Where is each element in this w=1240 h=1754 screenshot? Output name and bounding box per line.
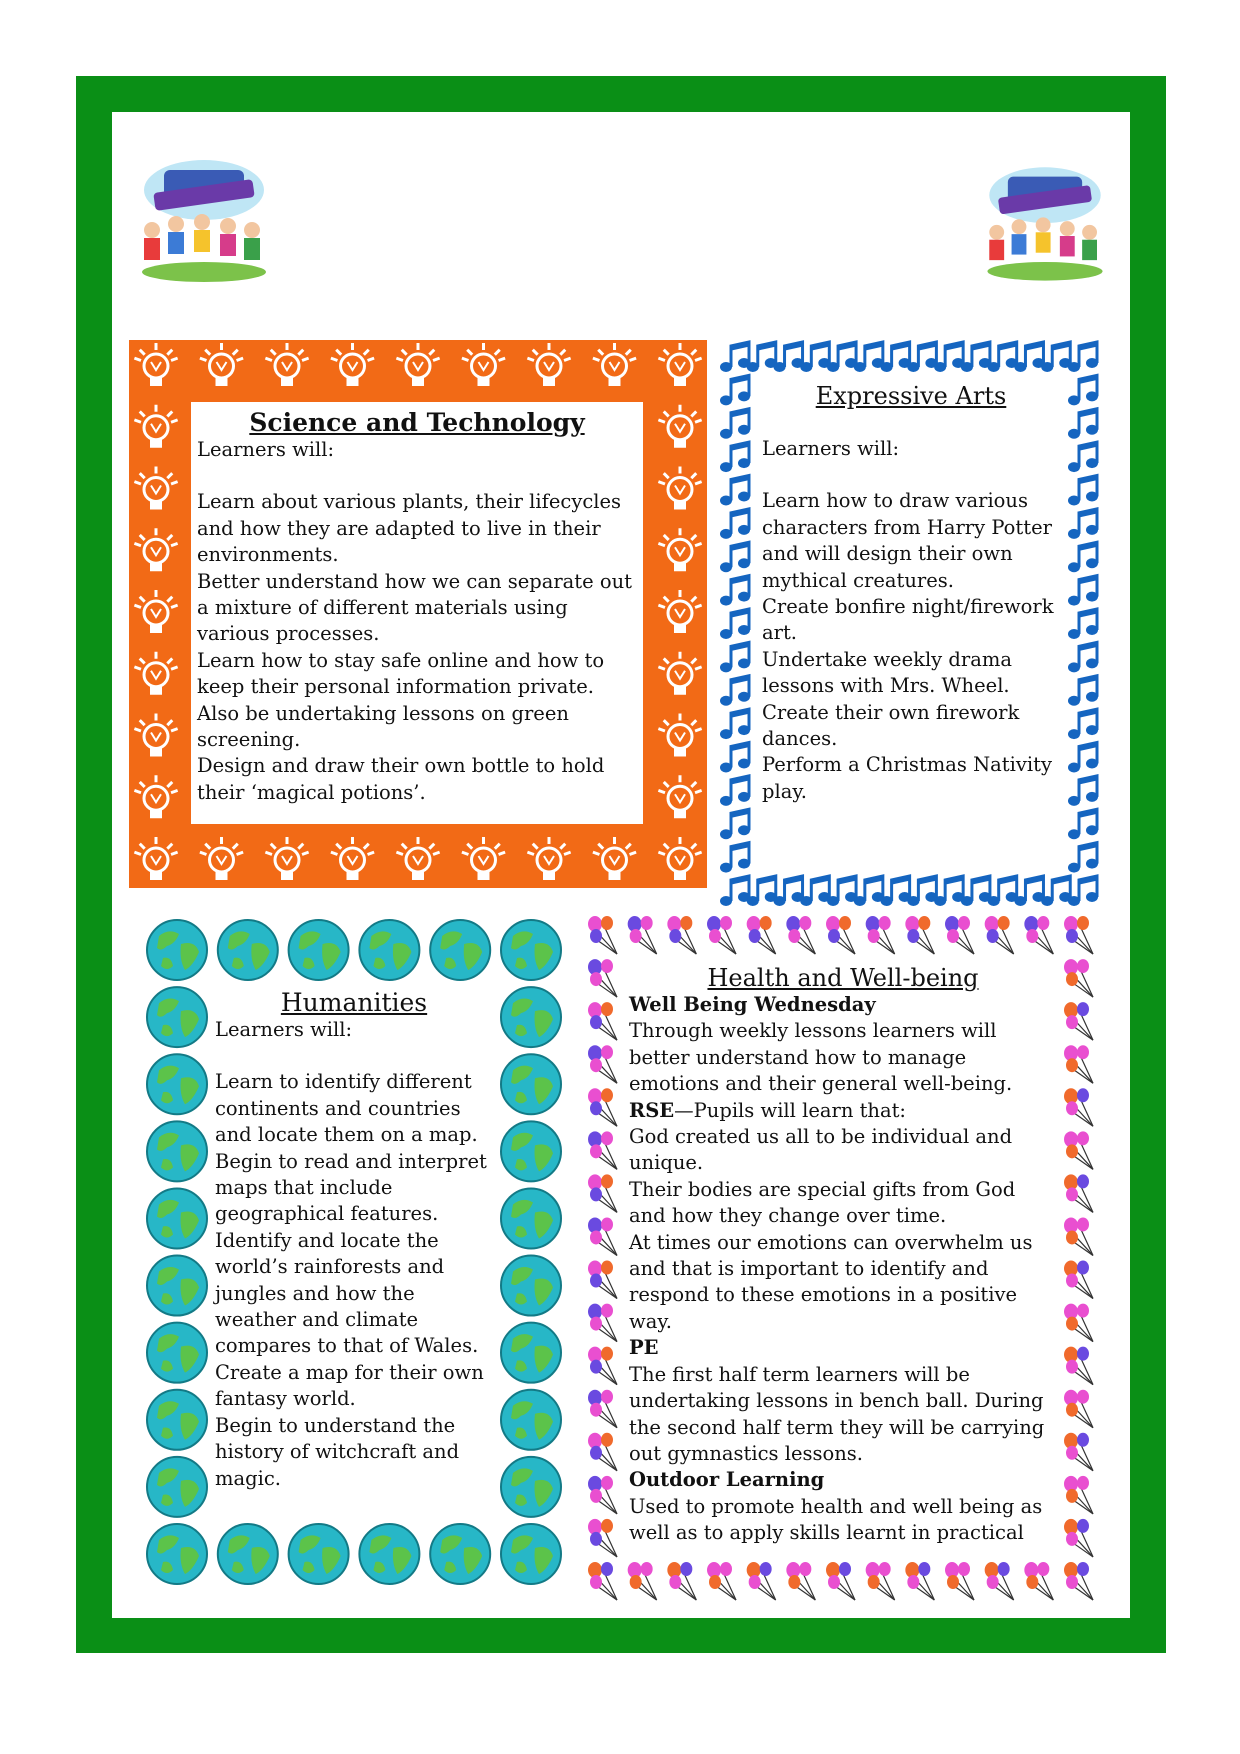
music-note-icon xyxy=(827,342,857,372)
music-note-icon xyxy=(1068,542,1098,572)
music-note-icon xyxy=(1041,342,1071,372)
music-note-icon xyxy=(1068,509,1098,539)
balloon-icon xyxy=(866,1562,895,1600)
humanities-item: Begin to understand the history of witchcraft and magic. xyxy=(215,1413,466,1490)
music-note-icon xyxy=(720,342,750,372)
balloon-icon xyxy=(1064,916,1093,954)
globe-icon xyxy=(359,1524,419,1584)
lightbulb-icon xyxy=(134,343,177,386)
lightbulb-icon xyxy=(331,837,374,880)
balloon-icon xyxy=(1064,1519,1093,1557)
music-note-icon xyxy=(720,509,750,539)
globe-icon xyxy=(501,920,561,980)
balloon-icon xyxy=(1064,1476,1093,1514)
balloon-icon xyxy=(588,1261,617,1299)
balloon-icon xyxy=(667,916,696,954)
music-note-icon xyxy=(720,609,750,639)
music-note-icon xyxy=(988,876,1018,906)
health-rse-label: RSE xyxy=(629,1098,675,1122)
music-note-icon xyxy=(961,876,991,906)
arts-panel xyxy=(718,340,1102,910)
health-heading-pe: PE xyxy=(629,1336,659,1360)
music-note-icon xyxy=(1068,843,1098,873)
balloon-icon xyxy=(1064,1433,1093,1471)
music-note-icon xyxy=(1041,876,1071,906)
music-note-icon xyxy=(1068,409,1098,439)
globe-icon xyxy=(501,1256,561,1316)
balloon-icon xyxy=(1064,1390,1093,1428)
science-item: Learn about various plants, their lifecycles and how they are adapted to live in their environments. xyxy=(197,490,628,567)
lightbulb-icon xyxy=(658,590,701,633)
music-note-icon xyxy=(1068,809,1098,839)
music-note-icon xyxy=(800,342,830,372)
globe-icon xyxy=(218,920,278,980)
music-note-icon xyxy=(774,342,804,372)
balloon-icon xyxy=(628,916,657,954)
science-item: Also be undertaking lessons on green screening. xyxy=(197,701,576,752)
lightbulb-icon xyxy=(134,837,177,880)
globe-icon xyxy=(289,1524,349,1584)
music-note-icon xyxy=(720,809,750,839)
lightbulb-icon xyxy=(593,837,636,880)
balloon-icon xyxy=(985,1562,1014,1600)
humanities-item: Learn to identify different continents and countries and locate them on a map. xyxy=(215,1070,478,1147)
arts-title: Expressive Arts xyxy=(815,382,1007,410)
lightbulb-icon xyxy=(527,837,570,880)
balloon-icon xyxy=(1024,1562,1053,1600)
lightbulb-icon xyxy=(134,405,177,448)
science-intro: Learners will: xyxy=(197,438,335,461)
balloon-icon xyxy=(707,916,736,954)
globe-icon xyxy=(147,1188,207,1248)
music-note-icon xyxy=(720,576,750,606)
science-panel xyxy=(129,340,707,888)
health-content xyxy=(629,962,1057,1560)
globe-icon xyxy=(501,1188,561,1248)
humanities-item: Identify and locate the world’s rainforests and jungles and how the weather and climate compares to that of Wales. xyxy=(215,1228,479,1358)
lightbulb-icon xyxy=(658,405,701,448)
health-paragraph: The first half term learners will be undertaking lessons in bench ball. During the second half term they will be carrying out gymnastics lessons. xyxy=(629,1362,1051,1465)
globe-icon xyxy=(430,1524,490,1584)
music-note-icon xyxy=(720,776,750,806)
music-note-icon xyxy=(988,342,1018,372)
music-note-icon xyxy=(1068,676,1098,706)
humanities-panel xyxy=(145,918,563,1586)
lightbulb-icon xyxy=(658,528,701,571)
globe-icon xyxy=(501,1323,561,1383)
health-heading-wellbeing: Well Being Wednesday xyxy=(629,993,876,1016)
music-note-icon xyxy=(854,876,884,906)
balloon-icon xyxy=(786,916,815,954)
balloon-icon xyxy=(866,916,895,954)
lightbulb-icon xyxy=(134,652,177,695)
science-content xyxy=(191,402,643,824)
balloon-icon xyxy=(1064,1002,1093,1040)
globe-icon xyxy=(147,1390,207,1450)
music-note-icon xyxy=(720,676,750,706)
health-rse-item: God created us all to be individual and unique. xyxy=(629,1125,1019,1175)
arts-content xyxy=(758,378,1062,872)
balloon-icon xyxy=(628,1562,657,1600)
balloon-icon xyxy=(1064,1045,1093,1083)
balloon-icon xyxy=(588,916,617,954)
music-note-icon xyxy=(720,843,750,873)
lightbulb-icon xyxy=(462,343,505,386)
music-note-icon xyxy=(1068,743,1098,773)
science-item: Learn how to stay safe online and how to keep their personal information private. xyxy=(197,648,611,699)
music-note-icon xyxy=(881,876,911,906)
balloon-icon xyxy=(1064,1088,1093,1126)
arts-item: Create their own firework dances. xyxy=(762,700,1026,751)
music-note-icon xyxy=(1014,342,1044,372)
lightbulb-icon xyxy=(134,590,177,633)
balloon-icon xyxy=(588,1347,617,1385)
globe-icon xyxy=(147,1121,207,1181)
globe-icon xyxy=(147,987,207,1047)
music-note-icon xyxy=(1068,642,1098,672)
lightbulb-icon xyxy=(134,528,177,571)
music-note-icon xyxy=(1068,375,1098,405)
humanities-title: Humanities xyxy=(280,988,428,1017)
health-paragraph: Through weekly lessons learners will better understand how to manage emotions and their general well-being. xyxy=(629,1019,1013,1096)
balloon-icon xyxy=(588,959,617,997)
summer-school-logo-right xyxy=(980,158,1110,288)
balloon-icon xyxy=(588,1088,617,1126)
lightbulb-icon xyxy=(593,343,636,386)
music-note-icon xyxy=(720,542,750,572)
balloon-icon xyxy=(588,1476,617,1514)
health-rse-item: At times our emotions can overwhelm us and that is important to identify and respond to these emotions in a positive way. xyxy=(629,1230,1039,1333)
health-paragraph: Used to promote health and well being as well as to apply skills learnt in practical xyxy=(629,1494,1049,1545)
balloon-icon xyxy=(1024,916,1053,954)
music-note-icon xyxy=(720,476,750,506)
health-rse-item: Their bodies are special gifts from God and how they change over time. xyxy=(629,1177,1022,1228)
music-note-icon xyxy=(774,876,804,906)
music-note-icon xyxy=(720,442,750,472)
music-note-icon xyxy=(1068,442,1098,472)
balloon-icon xyxy=(786,1562,815,1600)
lightbulb-icon xyxy=(134,714,177,757)
music-note-icon xyxy=(827,876,857,906)
humanities-item: Create a map for their own fantasy world. xyxy=(215,1360,490,1411)
music-note-icon xyxy=(1068,342,1098,372)
globe-icon xyxy=(501,1054,561,1114)
music-note-icon xyxy=(720,409,750,439)
music-note-icon xyxy=(907,342,937,372)
music-note-icon xyxy=(720,876,750,906)
health-panel xyxy=(583,914,1103,1604)
lightbulb-icon xyxy=(462,837,505,880)
science-title: Science and Technology xyxy=(249,408,585,437)
music-note-icon xyxy=(1068,476,1098,506)
balloon-icon xyxy=(588,1002,617,1040)
globe-icon xyxy=(501,987,561,1047)
globe-icon xyxy=(289,920,349,980)
arts-intro: Learners will: xyxy=(762,437,900,460)
lightbulb-icon xyxy=(134,775,177,818)
music-note-icon xyxy=(961,342,991,372)
arts-item: Undertake weekly drama lessons with Mrs. Wheel. xyxy=(762,647,1019,698)
globe-icon xyxy=(359,920,419,980)
science-item: Design and draw their own bottle to hold their ‘magical potions’. xyxy=(197,754,611,804)
globe-icon xyxy=(147,1457,207,1517)
lightbulb-icon xyxy=(527,343,570,386)
lightbulb-icon xyxy=(658,343,701,386)
lightbulb-icon xyxy=(658,652,701,695)
balloon-icon xyxy=(1064,1217,1093,1255)
music-note-icon xyxy=(1068,876,1098,906)
lightbulb-icon xyxy=(200,837,243,880)
health-heading-outdoor: Outdoor Learning xyxy=(629,1468,825,1492)
balloon-icon xyxy=(945,1562,974,1600)
balloon-icon xyxy=(1064,959,1093,997)
arts-item: Learn how to draw various characters from Harry Potter and will design their own mythical creatures. xyxy=(762,489,1059,592)
globe-icon xyxy=(430,920,490,980)
globe-icon xyxy=(147,1054,207,1114)
lightbulb-icon xyxy=(200,343,243,386)
globe-icon xyxy=(501,1457,561,1517)
balloon-icon xyxy=(1064,1131,1093,1169)
music-note-icon xyxy=(854,342,884,372)
health-rse-text: —Pupils will learn that: xyxy=(674,1098,907,1122)
balloon-icon xyxy=(588,1562,617,1600)
globe-icon xyxy=(147,920,207,980)
balloon-icon xyxy=(588,1174,617,1212)
balloon-icon xyxy=(985,916,1014,954)
music-note-icon xyxy=(720,642,750,672)
music-note-icon xyxy=(1068,576,1098,606)
balloon-icon xyxy=(747,1562,776,1600)
lightbulb-icon xyxy=(396,343,439,386)
balloon-icon xyxy=(826,916,855,954)
music-note-icon xyxy=(1068,709,1098,739)
balloon-icon xyxy=(588,1390,617,1428)
lightbulb-icon xyxy=(396,837,439,880)
balloon-icon xyxy=(588,1045,617,1083)
balloon-icon xyxy=(588,1131,617,1169)
lightbulb-icon xyxy=(265,837,308,880)
globe-icon xyxy=(147,1524,207,1584)
balloon-icon xyxy=(588,1304,617,1342)
balloon-icon xyxy=(905,1562,934,1600)
globe-icon xyxy=(147,1256,207,1316)
globe-icon xyxy=(501,1390,561,1450)
humanities-content xyxy=(215,988,493,1516)
music-note-icon xyxy=(800,876,830,906)
balloon-icon xyxy=(1064,1562,1093,1600)
globe-icon xyxy=(501,1524,561,1584)
balloon-icon xyxy=(588,1519,617,1557)
balloon-icon xyxy=(747,916,776,954)
music-note-icon xyxy=(1014,876,1044,906)
arts-item: Create bonfire night/firework art. xyxy=(762,595,1060,645)
balloon-icon xyxy=(1064,1261,1093,1299)
lightbulb-icon xyxy=(265,343,308,386)
balloon-icon xyxy=(1064,1347,1093,1385)
music-note-icon xyxy=(1068,776,1098,806)
science-item: Better understand how we can separate out a mixture of different materials using various processes. xyxy=(197,569,639,646)
balloon-icon xyxy=(588,1433,617,1471)
lightbulb-icon xyxy=(658,714,701,757)
globe-icon xyxy=(147,1323,207,1383)
lightbulb-icon xyxy=(331,343,374,386)
humanities-intro: Learners will: xyxy=(215,1018,353,1041)
music-note-icon xyxy=(720,375,750,405)
music-note-icon xyxy=(720,743,750,773)
music-note-icon xyxy=(934,342,964,372)
music-note-icon xyxy=(747,342,777,372)
music-note-icon xyxy=(934,876,964,906)
music-note-icon xyxy=(1068,609,1098,639)
globe-icon xyxy=(501,1121,561,1181)
balloon-icon xyxy=(905,916,934,954)
humanities-item: Begin to read and interpret maps that include geographical features. xyxy=(215,1149,494,1226)
balloon-icon xyxy=(667,1562,696,1600)
lightbulb-icon xyxy=(658,467,701,510)
music-note-icon xyxy=(881,342,911,372)
balloon-icon xyxy=(945,916,974,954)
balloon-icon xyxy=(1064,1174,1093,1212)
music-note-icon xyxy=(720,709,750,739)
balloon-icon xyxy=(707,1562,736,1600)
lightbulb-icon xyxy=(658,837,701,880)
lightbulb-icon xyxy=(658,775,701,818)
balloon-icon xyxy=(588,1217,617,1255)
balloon-icon xyxy=(1064,1304,1093,1342)
arts-item: Perform a Christmas Nativity play. xyxy=(762,753,1059,803)
music-note-icon xyxy=(747,876,777,906)
health-title: Health and Well-being xyxy=(707,964,979,992)
balloon-icon xyxy=(826,1562,855,1600)
music-note-icon xyxy=(907,876,937,906)
lightbulb-icon xyxy=(134,467,177,510)
summer-school-logo-left xyxy=(134,150,274,290)
globe-icon xyxy=(218,1524,278,1584)
